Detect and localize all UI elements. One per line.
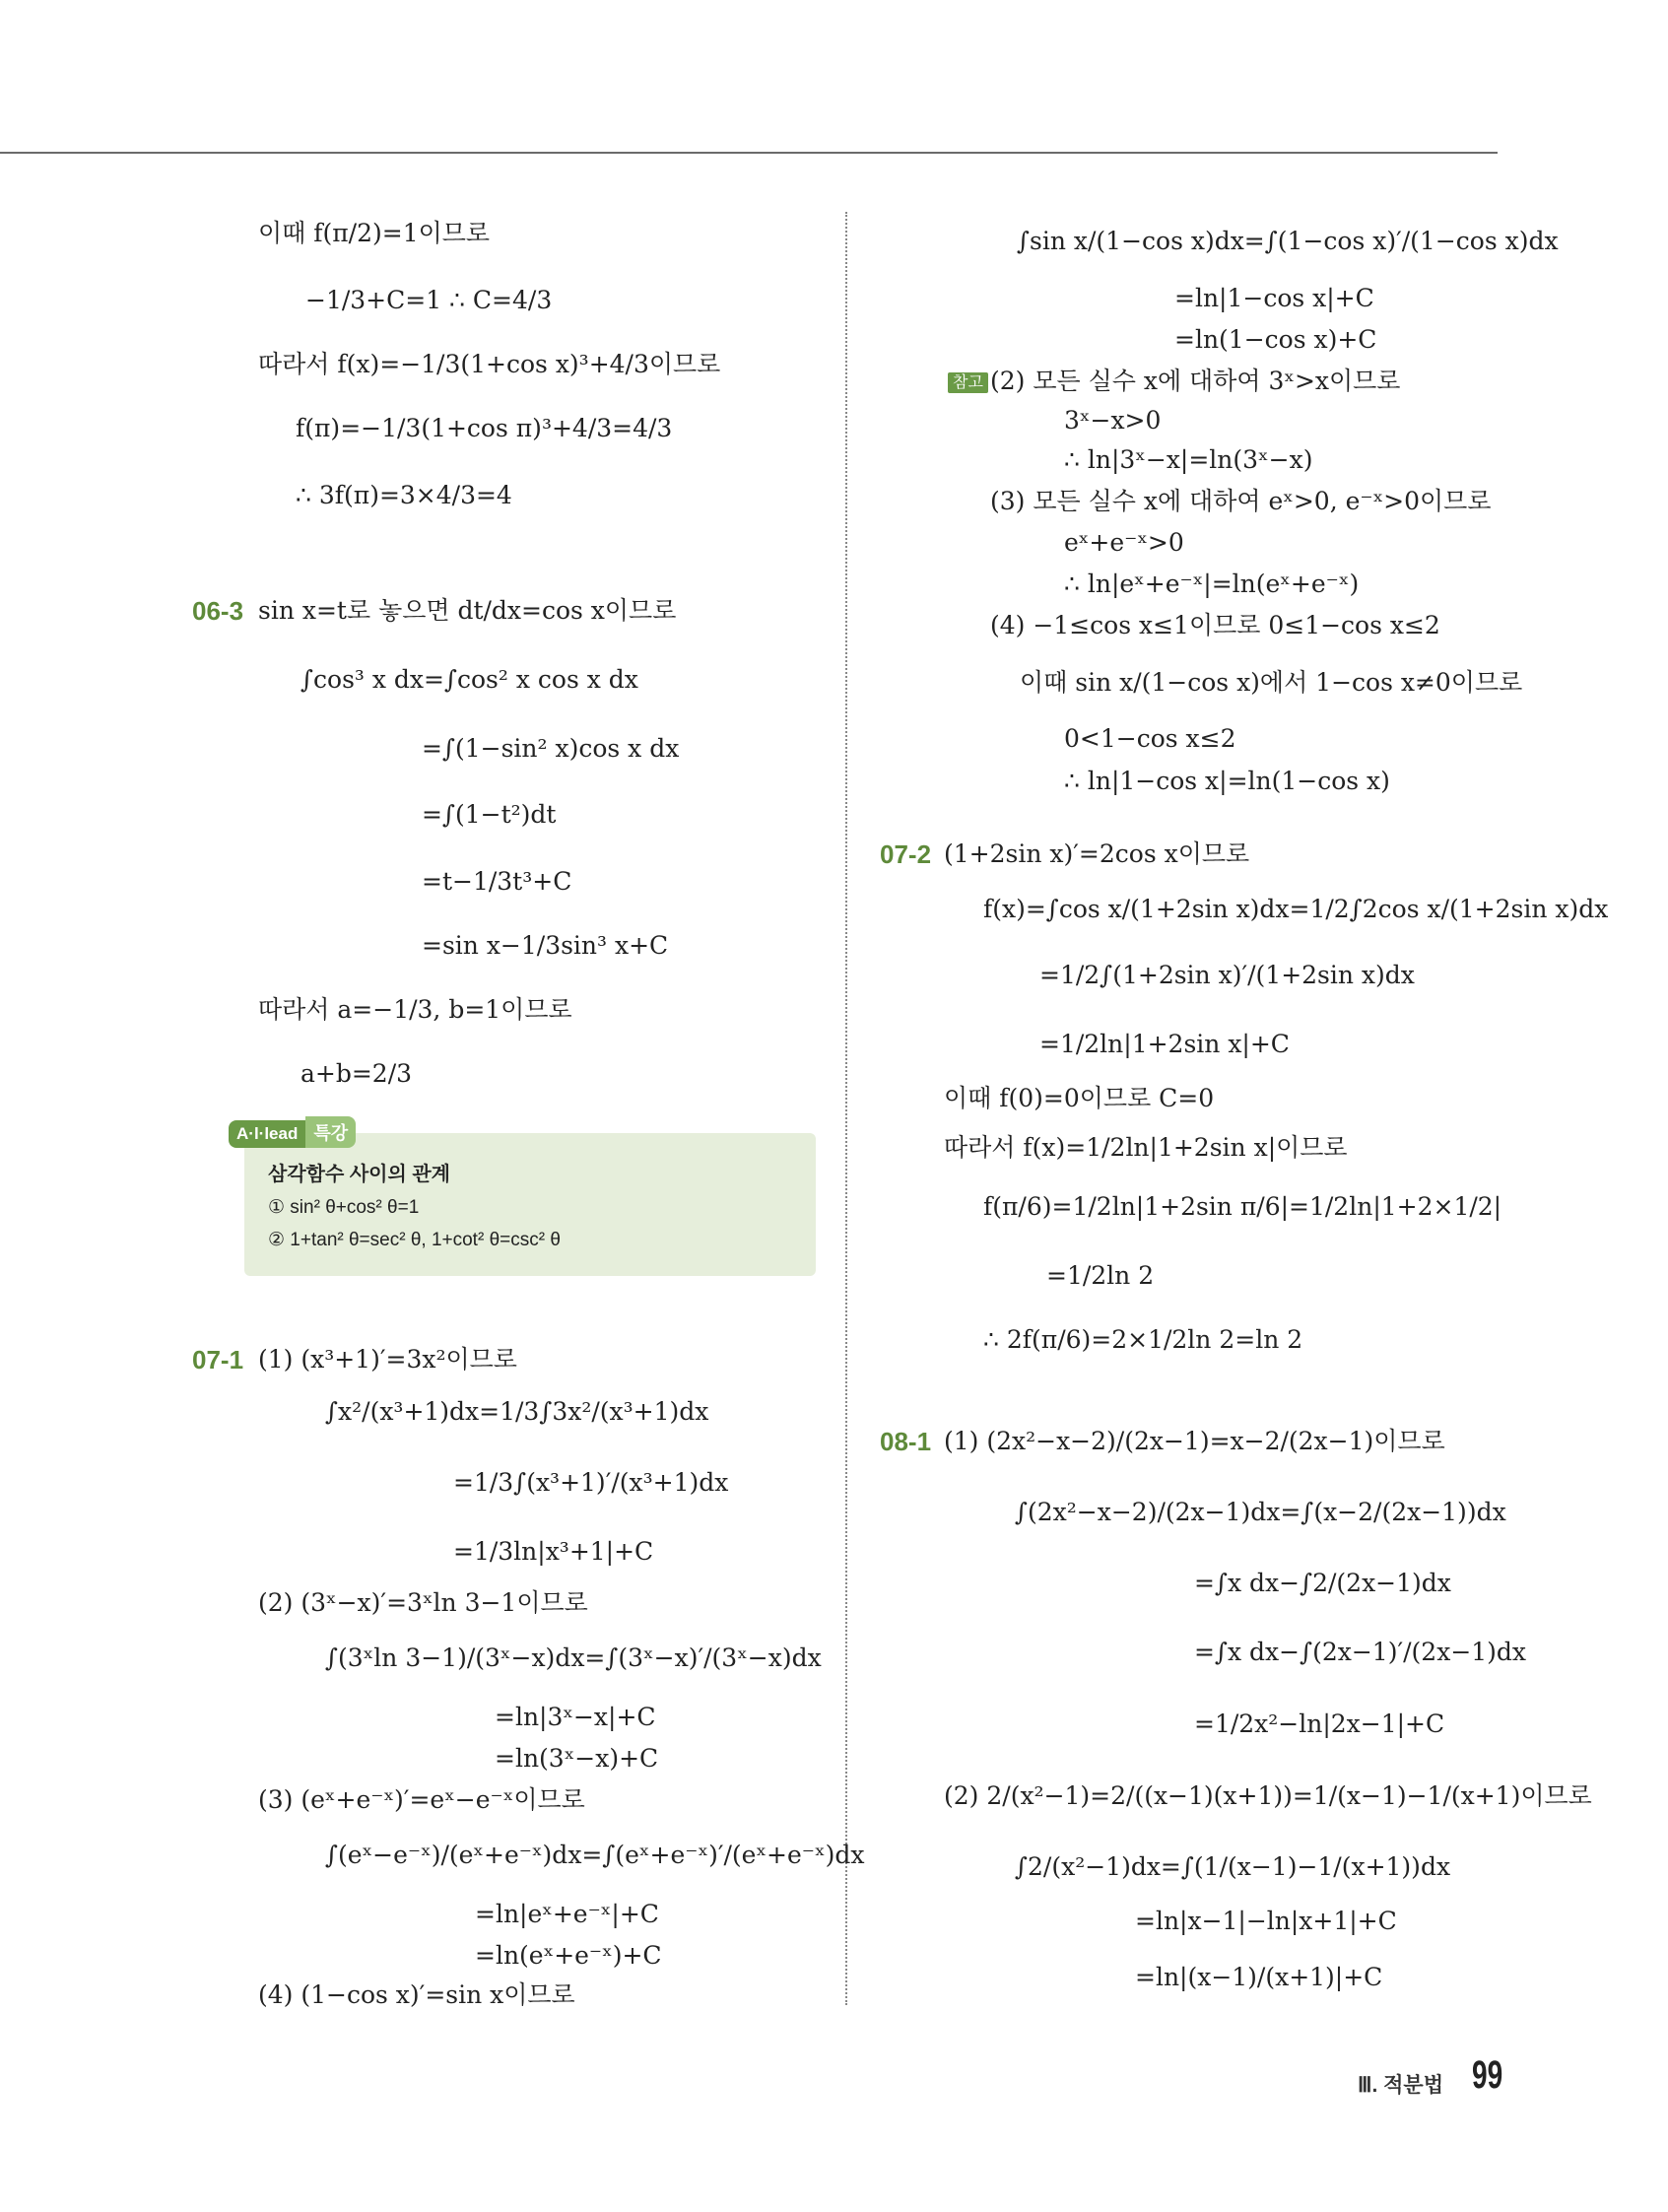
solution-line: f(x)=∫cos x/(1+2sin x)dx=1/2∫2cos x/(1+2sin x)dx <box>983 895 1609 923</box>
top-rule <box>0 152 1498 154</box>
solution-line: =ln|(x−1)/(x+1)|+C <box>1135 1963 1383 1991</box>
note-line: 3ˣ−x>0 <box>1064 406 1162 435</box>
solution-line: =ln(1−cos x)+C <box>1174 325 1377 354</box>
solution-line: 이때 f(0)=0이므로 C=0 <box>944 1084 1215 1112</box>
solution-line: ∫2/(x²−1)dx=∫(1/(x−1)−1/(x+1))dx <box>1015 1852 1451 1881</box>
solution-line: 이때 f(π/2)=1이므로 <box>258 219 491 247</box>
solution-line: =1/2ln|1+2sin x|+C <box>1039 1030 1290 1058</box>
tip-line: ① sin² θ+cos² θ=1 <box>268 1197 420 1218</box>
solution-line: (2) (3ˣ−x)′=3ˣln 3−1이므로 <box>258 1588 588 1617</box>
page-number: 99 <box>1472 2053 1503 2097</box>
tip-line: ② 1+tan² θ=sec² θ, 1+cot² θ=csc² θ <box>268 1230 561 1250</box>
solution-line: =ln|1−cos x|+C <box>1174 284 1374 312</box>
note-line: 0<1−cos x≤2 <box>1064 724 1236 753</box>
solution-line: =1/2x²−ln|2x−1|+C <box>1194 1709 1445 1738</box>
solution-line: 따라서 f(x)=−1/3(1+cos x)³+4/3이므로 <box>258 350 721 378</box>
solution-line: (3) (eˣ+e⁻ˣ)′=eˣ−e⁻ˣ이므로 <box>258 1785 585 1814</box>
solution-line: (2) 2/(x²−1)=2/((x−1)(x+1))=1/(x−1)−1/(x+1)이므로 <box>944 1781 1592 1810</box>
solution-line: sin x=t로 놓으면 dt/dx=cos x이므로 <box>258 596 677 625</box>
solution-line: a+b=2/3 <box>300 1059 413 1088</box>
note-line: ∴ ln|1−cos x|=ln(1−cos x) <box>1064 767 1390 795</box>
solution-line: 따라서 f(x)=1/2ln|1+2sin x|이므로 <box>944 1133 1348 1162</box>
solution-line: (1+2sin x)′=2cos x이므로 <box>944 839 1250 868</box>
solution-line: ∫cos³ x dx=∫cos² x cos x dx <box>300 665 638 694</box>
note-line: ∴ ln|eˣ+e⁻ˣ|=ln(eˣ+e⁻ˣ) <box>1064 570 1360 598</box>
solution-line: ∫(3ˣln 3−1)/(3ˣ−x)dx=∫(3ˣ−x)′/(3ˣ−x)dx <box>325 1643 822 1672</box>
solution-line: =ln|x−1|−ln|x+1|+C <box>1135 1907 1397 1935</box>
solution-line: f(π)=−1/3(1+cos π)³+4/3=4/3 <box>296 414 673 442</box>
problem-label-07-1: 07-1 <box>192 1345 244 1374</box>
solution-line: =∫(1−sin² x)cos x dx <box>422 734 680 763</box>
solution-line: ∫(2x²−x−2)/(2x−1)dx=∫(x−2/(2x−1))dx <box>1015 1498 1506 1526</box>
solution-line: ∴ 3f(π)=3×4/3=4 <box>296 481 512 509</box>
solution-line: =∫(1−t²)dt <box>422 800 557 829</box>
solution-line: =1/3∫(x³+1)′/(x³+1)dx <box>453 1468 729 1497</box>
solution-line: =1/3ln|x³+1|+C <box>453 1537 654 1566</box>
note-tag: 참고 <box>948 367 988 396</box>
solution-line: ∫(eˣ−e⁻ˣ)/(eˣ+e⁻ˣ)dx=∫(eˣ+e⁻ˣ)′/(eˣ+e⁻ˣ)dx <box>325 1841 865 1869</box>
note-line: (3) 모든 실수 x에 대하여 eˣ>0, e⁻ˣ>0이므로 <box>990 487 1492 515</box>
tip-box <box>244 1133 816 1276</box>
solution-line: (1) (2x²−x−2)/(2x−1)=x−2/(2x−1)이므로 <box>944 1427 1445 1455</box>
solution-line: f(π/6)=1/2ln|1+2sin π/6|=1/2ln|1+2×1/2| <box>983 1192 1502 1221</box>
note-line: (2) 모든 실수 x에 대하여 3ˣ>x이므로 <box>990 367 1401 395</box>
solution-line: −1/3+C=1 ∴ C=4/3 <box>305 286 553 314</box>
tip-title: 삼각함수 사이의 관계 <box>268 1164 450 1185</box>
note-line: (4) −1≤cos x≤1이므로 0≤1−cos x≤2 <box>990 611 1440 639</box>
solution-line: ∴ 2f(π/6)=2×1/2ln 2=ln 2 <box>983 1325 1303 1354</box>
solution-line: =ln(3ˣ−x)+C <box>495 1744 659 1773</box>
solution-line: =ln|eˣ+e⁻ˣ|+C <box>475 1900 659 1928</box>
solution-line: ∫sin x/(1−cos x)dx=∫(1−cos x)′/(1−cos x)dx <box>1017 227 1559 255</box>
note-line: eˣ+e⁻ˣ>0 <box>1064 528 1184 557</box>
solution-line: =sin x−1/3sin³ x+C <box>422 931 669 960</box>
solution-line: (4) (1−cos x)′=sin x이므로 <box>258 1980 575 2009</box>
solution-line: =ln(eˣ+e⁻ˣ)+C <box>475 1941 662 1970</box>
problem-label-06-3: 06-3 <box>192 596 244 626</box>
tip-badge: A·l·lead 특강 <box>229 1116 357 1150</box>
column-divider <box>845 212 847 2005</box>
solution-line: =ln|3ˣ−x|+C <box>495 1703 656 1731</box>
solution-line: 따라서 a=−1/3, b=1이므로 <box>258 995 572 1024</box>
solution-line: =t−1/3t³+C <box>422 867 572 896</box>
solution-line: =1/2ln 2 <box>1046 1261 1155 1290</box>
note-line: 이때 sin x/(1−cos x)에서 1−cos x≠0이므로 <box>1020 668 1523 697</box>
solution-line: =1/2∫(1+2sin x)′/(1+2sin x)dx <box>1039 961 1415 989</box>
note-line: ∴ ln|3ˣ−x|=ln(3ˣ−x) <box>1064 445 1313 474</box>
solution-line: =∫x dx−∫2/(2x−1)dx <box>1194 1569 1451 1597</box>
problem-label-07-2: 07-2 <box>880 839 932 869</box>
chapter-title: Ⅲ. 적분법 <box>1358 2074 1444 2097</box>
solution-line: =∫x dx−∫(2x−1)′/(2x−1)dx <box>1194 1638 1527 1666</box>
solution-line: ∫x²/(x³+1)dx=1/3∫3x²/(x³+1)dx <box>325 1397 709 1426</box>
problem-label-08-1: 08-1 <box>880 1427 932 1456</box>
solution-line: (1) (x³+1)′=3x²이므로 <box>258 1345 517 1374</box>
